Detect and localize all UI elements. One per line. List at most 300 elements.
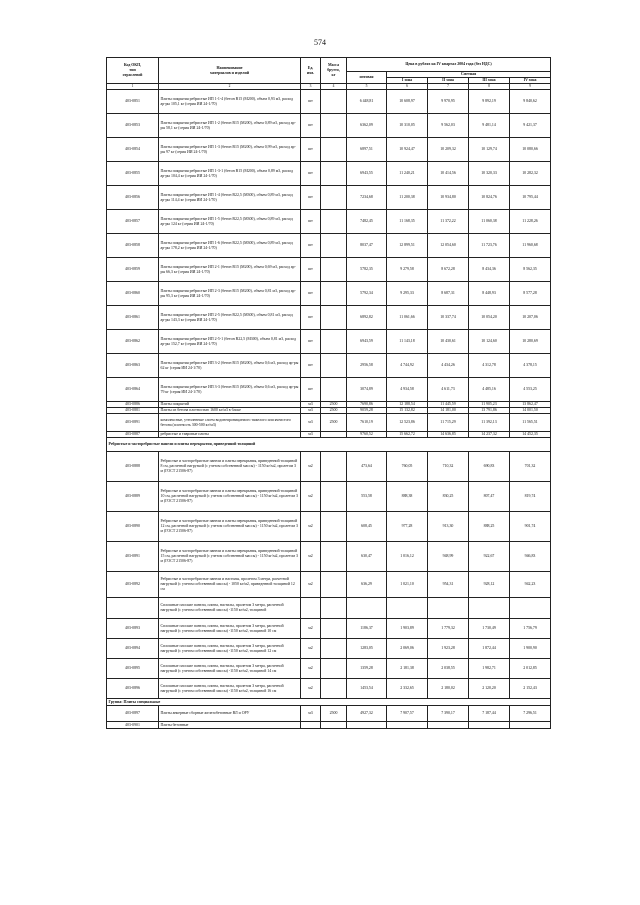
row-unit: м2	[301, 619, 321, 639]
row-code: 403-0895	[107, 659, 159, 679]
row-wholesale-price: 608,45	[347, 512, 387, 542]
row-zone-1-price: 4 744,92	[387, 354, 428, 378]
row-zone-4-price: 10 282,32	[510, 162, 551, 186]
table-row	[107, 282, 551, 306]
row-unit: шт	[301, 282, 321, 306]
row-mass	[321, 659, 347, 679]
row-name: Ребристые и часторебристые панели и плиты перекрытия, приведенной толщиной 15 см, расчетной нагрузкой (с учетом собственной массы) - 1150 кг/м2, пролетом 3 м (ГОСТ 21506-87)	[159, 542, 301, 572]
row-wholesale-price: 6943,55	[347, 162, 387, 186]
row-code: 403-0864	[107, 378, 159, 402]
row-mass	[321, 114, 347, 138]
row-zone-1-price: 11 240,21	[387, 162, 428, 186]
table-body	[107, 90, 551, 729]
header-unit: Ед. изм.	[301, 58, 321, 84]
row-unit: шт	[301, 186, 321, 210]
col-number: 5	[347, 84, 387, 90]
row-name: Сплошные плоские панели, плиты, настилы, пролетом 3 метра, расчетной нагрузкой (с учетом собственной массы) -1150 кг/м2, толщиной	[159, 598, 301, 619]
row-name: Плиты покрытия ребристые ИП 3-2 (бетон В15 (М200), объем 0,6 м3, расход ар-ры 62 кг (серия ИИ 24-1/70)	[159, 354, 301, 378]
row-wholesale-price: 630,47	[347, 542, 387, 572]
row-zone-1-price	[387, 722, 428, 729]
row-code: 403-0892	[107, 572, 159, 598]
row-zone-3-price: 11 723,76	[469, 234, 510, 258]
row-mass	[321, 90, 347, 114]
row-code: 403-0891	[107, 414, 159, 432]
row-zone-4-price: 11 960,68	[510, 234, 551, 258]
row-mass: 2500	[321, 414, 347, 432]
row-zone-3-price: 1 730,49	[469, 619, 510, 639]
row-mass	[321, 482, 347, 512]
row-code: 403-0854	[107, 138, 159, 162]
row-zone-2-price: 710,32	[428, 452, 469, 482]
row-zone-3-price: 10 824,76	[469, 186, 510, 210]
table-row	[107, 186, 551, 210]
row-zone-3-price: 4 485,16	[469, 378, 510, 402]
table-row	[107, 659, 551, 679]
row-code: 403-0893	[107, 619, 159, 639]
row-wholesale-price: 1359,28	[347, 659, 387, 679]
row-code: 403-0860	[107, 282, 159, 306]
row-zone-4-price: 901,74	[510, 512, 551, 542]
row-zone-4-price: 10 795,44	[510, 186, 551, 210]
row-zone-4-price: 701,32	[510, 452, 551, 482]
row-name: Ребристые и часторебристые панели и плиты перекрытия, приведенной толщиной 10 см, расчетной нагрузкой (с учетом собственной массы) - 1150 кг/м2, пролетом 3 м (ГОСТ 21506-87)	[159, 482, 301, 512]
row-wholesale-price: 1186,37	[347, 619, 387, 639]
row-zone-1-price: 4 934,58	[387, 378, 428, 402]
col-number: 6	[387, 84, 428, 90]
row-zone-2-price: 10 337,74	[428, 306, 469, 330]
row-zone-1-price: 9 279,58	[387, 258, 428, 282]
row-zone-4-price: 2 152,43	[510, 679, 551, 699]
row-wholesale-price: 7690,86	[347, 402, 387, 408]
page-number: 574	[314, 38, 326, 47]
row-mass	[321, 619, 347, 639]
table-row	[107, 482, 551, 512]
row-name: Плиты покрытия ребристые ИП 2-3 (бетон В15 (М200), объем 0,81 м3, расход ар-ры 95,3 кг (серия ИИ 24-1/70)	[159, 282, 301, 306]
row-unit: м2	[301, 482, 321, 512]
row-zone-3-price: 11 060,38	[469, 210, 510, 234]
row-zone-3-price: 14 237,32	[469, 432, 510, 438]
row-name: Плиты из бетона плотностью 1600 кг/м3 в блоке	[159, 408, 301, 414]
table-row	[107, 722, 551, 729]
row-zone-4-price: 14 001,50	[510, 408, 551, 414]
row-zone-3-price: 9 892,19	[469, 90, 510, 114]
row-wholesale-price: 6943,59	[347, 330, 387, 354]
row-zone-4-price: 10 080,66	[510, 138, 551, 162]
table-row	[107, 598, 551, 619]
row-zone-2-price: 10 430,61	[428, 330, 469, 354]
col-number: 4	[321, 84, 347, 90]
row-zone-1-price	[387, 598, 428, 619]
row-name: Ребристые и часторебристые панели и настилы, пролетом 3 метра, расчетной нагрузкой (с учетом собственной массы) - 1050 кг/м2, приведенной толщиной 12 см	[159, 572, 301, 598]
row-zone-1-price: 11 061,66	[387, 306, 428, 330]
row-name: Плиты покрытия ребристые ИП 1-6 (бетон В22,5 (М300), объем 0,89 м3, расход ар-ры 178,2 кг (серия ИИ 24-1/70)	[159, 234, 301, 258]
table-row	[107, 378, 551, 402]
row-zone-4-price: 2 012,85	[510, 659, 551, 679]
row-zone-2-price: 9 970,95	[428, 90, 469, 114]
table-row	[107, 210, 551, 234]
row-name: Сплошные плоские панели, плиты, настилы, пролетом 3 метра, расчетной нагрузкой (с учетом собственной массы) -1150 кг/м2, толщиной 14 см	[159, 659, 301, 679]
table-row	[107, 706, 551, 722]
row-zone-1-price: 10 310,05	[387, 114, 428, 138]
table-row	[107, 639, 551, 659]
row-unit: м2	[301, 452, 321, 482]
row-unit: шт	[301, 162, 321, 186]
row-zone-2-price: 954,31	[428, 572, 469, 598]
col-number: 3	[301, 84, 321, 90]
row-wholesale-price: 4927,32	[347, 706, 387, 722]
row-name: Плиты покрытия ребристые ИП 2-1 (бетон В15 (М200), объем 0,69 м3, расход ар-ры 66,3 кг (серия ИИ 24-1/70)	[159, 258, 301, 282]
row-unit	[301, 598, 321, 619]
row-zone-4-price	[510, 598, 551, 619]
row-zone-1-price: 760,05	[387, 452, 428, 482]
row-code: 403-0881	[107, 408, 159, 414]
row-mass	[321, 210, 347, 234]
row-mass	[321, 722, 347, 729]
row-zone-3-price: 2 120,20	[469, 679, 510, 699]
row-mass	[321, 282, 347, 306]
row-zone-3-price: 1 982,71	[469, 659, 510, 679]
header-zone-1: I зона	[387, 78, 428, 84]
row-wholesale-price	[347, 598, 387, 619]
row-mass	[321, 679, 347, 699]
row-code: 403-0863	[107, 354, 159, 378]
row-code: 403-0859	[107, 258, 159, 282]
row-name: Плиты покрытия ребристые ИП 1-2 (бетон В15 (М200), объем 0,89 м3, расход ар-ры 58,1 кг (серия ИИ 24-1/70)	[159, 114, 301, 138]
col-number: 8	[469, 84, 510, 90]
header-estimate: Сметная	[387, 72, 551, 78]
row-unit: м2	[301, 512, 321, 542]
row-zone-2-price: 8 672,28	[428, 258, 469, 282]
row-unit: м2	[301, 572, 321, 598]
row-name: Плиты покрытия ребристые ИП 1-3-1 (бетон В15 (М200), объем 0,89 м3, расход ар-ры 104,4 кг (серия ИИ 24-1/70)	[159, 162, 301, 186]
row-name: Плиты покрытия ребристые ИП 1-5 (бетон В22,5 (М300), объем 0,89 м3, расход ар-ры 124 кг (серия ИИ 24-1/70)	[159, 210, 301, 234]
row-mass: 2500	[321, 408, 347, 414]
row-unit: шт	[301, 330, 321, 354]
row-unit: м3	[301, 706, 321, 722]
row-zone-3-price	[469, 722, 510, 729]
row-unit: м2	[301, 659, 321, 679]
table-row	[107, 234, 551, 258]
row-mass: 2500	[321, 402, 347, 408]
row-code: 403-0887	[107, 432, 159, 438]
row-zone-1-price: 1 903,89	[387, 619, 428, 639]
row-mass	[321, 234, 347, 258]
table-row	[107, 354, 551, 378]
row-name: Ребристые и часторебристые панели и плиты перекрытия, приведенной толщиной 12 см, расчетной нагрузкой (с учетом собственной массы) - 1150 кг/м2, пролетом 3 м (ГОСТ 21506-87)	[159, 512, 301, 542]
table-row	[107, 572, 551, 598]
row-name: Плиты покрытия ребристые ИП 1-4 (бетон В22,5 (М300), объем 0,89 м3, расход ар-ры 114,4 кг (серия ИИ 24-1/70)	[159, 186, 301, 210]
row-unit: шт	[301, 306, 321, 330]
row-zone-2-price: 1 923,28	[428, 639, 469, 659]
header-price: Цена в рублях на IV квартал 2004 года (без НДС)	[347, 58, 551, 72]
row-wholesale-price: 553,58	[347, 482, 387, 512]
table-row	[107, 306, 551, 330]
row-zone-1-price: 7 907,57	[387, 706, 428, 722]
row-unit: шт	[301, 258, 321, 282]
row-wholesale-price: 636,29	[347, 572, 387, 598]
row-zone-4-price: 10 207,06	[510, 306, 551, 330]
row-zone-2-price: 14 181,00	[428, 408, 469, 414]
row-wholesale-price: 6 448,81	[347, 90, 387, 114]
row-unit: м3	[301, 432, 321, 438]
row-wholesale-price: 7610,19	[347, 414, 387, 432]
row-wholesale-price: 5782,35	[347, 258, 387, 282]
row-unit: шт	[301, 114, 321, 138]
col-number: 7	[428, 84, 469, 90]
row-zone-3-price	[469, 598, 510, 619]
row-name: Плиты покрытия ребристые ИП 2-5-1 (бетон В22,5 (М300), объем 0,81 м3, расход ар-ры 152,7 кг (серия ИИ 24-1/70)	[159, 330, 301, 354]
row-zone-2-price: 913,30	[428, 512, 469, 542]
row-zone-1-price: 1 016,12	[387, 542, 428, 572]
row-zone-3-price: 11 905,23	[469, 402, 510, 408]
row-zone-4-price: 11 228,26	[510, 210, 551, 234]
row-zone-4-price: 946,83	[510, 542, 551, 572]
row-code: 403-0856	[107, 186, 159, 210]
row-code: 403-0888	[107, 452, 159, 482]
row-mass	[321, 512, 347, 542]
row-zone-2-price: 10 414,56	[428, 162, 469, 186]
row-mass	[321, 542, 347, 572]
row-zone-1-price: 12 523,86	[387, 414, 428, 432]
row-code: 403-0890	[107, 512, 159, 542]
row-zone-3-price: 690,83	[469, 452, 510, 482]
header-zone-3: III зона	[469, 78, 510, 84]
row-zone-3-price: 10 129,74	[469, 138, 510, 162]
row-unit: м2	[301, 679, 321, 699]
row-zone-1-price: 2 069,06	[387, 639, 428, 659]
table-row	[107, 512, 551, 542]
row-zone-3-price: 4 312,78	[469, 354, 510, 378]
row-zone-4-price: 11 565,51	[510, 414, 551, 432]
header-name: Наименование материалов и изделий	[159, 58, 301, 84]
row-zone-4-price: 819,74	[510, 482, 551, 512]
row-wholesale-price: 9059,28	[347, 408, 387, 414]
table-row	[107, 542, 551, 572]
row-zone-4-price: 8 577,28	[510, 282, 551, 306]
row-code: 403-0896	[107, 679, 159, 699]
row-zone-1-price: 9 295,33	[387, 282, 428, 306]
row-wholesale-price: 1453,54	[347, 679, 387, 699]
row-zone-2-price: 4 611,73	[428, 378, 469, 402]
row-zone-2-price: 4 434,26	[428, 354, 469, 378]
row-name: комплексные, утепленные слоем водонепроницаемого тяжелого или ячеистого бетона (плотность 300-500 кг/м3)	[159, 414, 301, 432]
header-zone-2: II зона	[428, 78, 469, 84]
row-zone-3-price: 922,67	[469, 542, 510, 572]
table-row	[107, 452, 551, 482]
row-zone-2-price: 10 934,80	[428, 186, 469, 210]
row-zone-3-price: 928,12	[469, 572, 510, 598]
row-zone-2-price: 12 054,60	[428, 234, 469, 258]
row-zone-3-price: 7 187,44	[469, 706, 510, 722]
row-unit: м2	[301, 542, 321, 572]
header-mass: Масса брутто, кг	[321, 58, 347, 84]
row-name: Сплошные плоские панели, плиты, настилы, пролетом 3 метра, расчетной нагрузкой (с учетом собственной массы) -1150 кг/м2, толщиной 10 см	[159, 619, 301, 639]
row-zone-1-price: 888,38	[387, 482, 428, 512]
row-zone-2-price	[428, 722, 469, 729]
row-name: Плиты покрытия ребристые ИП 1-3 (бетон В15 (М200), объем 0,99 м3, расход ар-ры 97 кг (серия ИИ 24-1/70)	[159, 138, 301, 162]
row-code: 403-0861	[107, 306, 159, 330]
table-row	[107, 162, 551, 186]
row-mass	[321, 452, 347, 482]
row-wholesale-price: 1283,05	[347, 639, 387, 659]
row-wholesale-price: 9760,52	[347, 432, 387, 438]
row-code: 403-0855	[107, 162, 159, 186]
row-code: 403-0858	[107, 234, 159, 258]
header-code: Код ОКП, тип отраслевой	[107, 58, 159, 84]
row-unit: м2	[301, 639, 321, 659]
table-row	[107, 619, 551, 639]
row-zone-4-price: 942,23	[510, 572, 551, 598]
row-zone-1-price: 2 332,65	[387, 679, 428, 699]
row-mass	[321, 378, 347, 402]
row-code: 403-0889	[107, 482, 159, 512]
row-unit: шт	[301, 378, 321, 402]
row-mass: 2500	[321, 706, 347, 722]
row-name: Плиты покрытия ребристые ИП 1-1-4 (бетон В15 (М200), объем 0,93 м3, расход ар-ры 105,1 кг (серия ИИ 24-1/70)	[159, 90, 301, 114]
col-number: 9	[510, 84, 551, 90]
row-name: Сплошные плоские панели, плиты, настилы, пролетом 3 метра, расчетной нагрузкой (с учетом собственной массы) -1150 кг/м2, толщиной 12 см	[159, 639, 301, 659]
row-zone-1-price: 12 899,51	[387, 234, 428, 258]
table-row	[107, 90, 551, 114]
row-name: Ребристые и часторебристые панели и плиты перекрытия, приведенной толщиной 8 см, расчетной нагрузкой (с учетом собственной массы) - 1150 кг/м2, пролетом 3 м (ГОСТ 21506-87)	[159, 452, 301, 482]
row-zone-3-price: 11 392,13	[469, 414, 510, 432]
table-row	[107, 414, 551, 432]
row-zone-1-price: 15 662,72	[387, 432, 428, 438]
row-zone-4-price: 4 553,25	[510, 378, 551, 402]
row-zone-4-price: 9 840,62	[510, 90, 551, 114]
row-code: 403-0851	[107, 90, 159, 114]
row-unit: м3	[301, 408, 321, 414]
row-mass	[321, 330, 347, 354]
group-title: Ребристые и часторебристые панели и плиты перекрытия, приведенной толщиной	[107, 438, 551, 452]
row-code: 403-0891	[107, 542, 159, 572]
row-zone-3-price: 8 434,36	[469, 258, 510, 282]
price-table	[106, 57, 551, 729]
row-wholesale-price: 8037,47	[347, 234, 387, 258]
group-row	[107, 438, 551, 452]
row-code: 403-0853	[107, 114, 159, 138]
row-zone-4-price: 1 756,79	[510, 619, 551, 639]
header-zone-4: IV зона	[510, 78, 551, 84]
row-zone-2-price: 10 209,32	[428, 138, 469, 162]
row-unit: шт	[301, 138, 321, 162]
row-wholesale-price: 7234,68	[347, 186, 387, 210]
row-unit: м3	[301, 414, 321, 432]
group-title: Группа: Плиты специальные	[107, 699, 551, 706]
row-mass	[321, 306, 347, 330]
row-code: 403-0862	[107, 330, 159, 354]
col-number: 2	[159, 84, 301, 90]
row-zone-2-price: 948,99	[428, 542, 469, 572]
row-zone-4-price: 10 280,69	[510, 330, 551, 354]
row-name: Плиты бетонные	[159, 722, 301, 729]
row-wholesale-price: 6362,09	[347, 114, 387, 138]
row-zone-2-price: 7 390,17	[428, 706, 469, 722]
row-mass	[321, 639, 347, 659]
row-mass	[321, 598, 347, 619]
row-unit: шт	[301, 90, 321, 114]
row-mass	[321, 162, 347, 186]
row-zone-1-price: 10 608,97	[387, 90, 428, 114]
row-zone-3-price: 888,25	[469, 512, 510, 542]
row-zone-4-price: 1 900,90	[510, 639, 551, 659]
row-zone-4-price: 4 378,15	[510, 354, 551, 378]
row-wholesale-price: 6897,51	[347, 138, 387, 162]
table-row	[107, 330, 551, 354]
row-zone-2-price: 11 372,22	[428, 210, 469, 234]
table-row	[107, 114, 551, 138]
row-name: ребристые и тавровые плиты	[159, 432, 301, 438]
row-wholesale-price: 473,64	[347, 452, 387, 482]
row-code: 403-0897	[107, 706, 159, 722]
row-name: Плиты анкерные сборные железобетонные ВЛ и ОРУ	[159, 706, 301, 722]
row-unit: м3	[301, 402, 321, 408]
row-zone-3-price: 10 320,33	[469, 162, 510, 186]
row-zone-1-price: 11 168,35	[387, 210, 428, 234]
row-zone-1-price: 11 200,38	[387, 186, 428, 210]
row-zone-1-price: 15 132,82	[387, 408, 428, 414]
row-zone-4-price: 7 296,51	[510, 706, 551, 722]
row-name: Сплошные плоские панели, плиты, настилы, пролетом 3 метра, расчетной нагрузкой (с учетом собственной массы) -1150 кг/м2, толщиной 16 см	[159, 679, 301, 699]
row-mass	[321, 354, 347, 378]
row-zone-1-price: 977,28	[387, 512, 428, 542]
row-unit: шт	[301, 210, 321, 234]
row-zone-3-price: 1 872,44	[469, 639, 510, 659]
row-zone-1-price: 11 143,18	[387, 330, 428, 354]
row-name: Плиты покрытия ребристые ИП 2-5 (бетон В22,5 (М300), объем 0,81 м3, расход ар-ры 143,3 кг (серия ИИ 24-1/70)	[159, 306, 301, 330]
row-zone-3-price: 807,47	[469, 482, 510, 512]
col-number: 1	[107, 84, 159, 90]
table-row	[107, 258, 551, 282]
row-zone-2-price: 2 180,02	[428, 679, 469, 699]
row-wholesale-price: 7482,45	[347, 210, 387, 234]
row-unit: шт	[301, 234, 321, 258]
row-zone-1-price: 2 181,38	[387, 659, 428, 679]
row-mass	[321, 186, 347, 210]
row-code	[107, 598, 159, 619]
row-zone-3-price: 9 481,14	[469, 114, 510, 138]
row-wholesale-price: 5792,34	[347, 282, 387, 306]
row-wholesale-price: 3074,89	[347, 378, 387, 402]
row-wholesale-price	[347, 722, 387, 729]
row-name: Плиты покрытий	[159, 402, 301, 408]
row-code: 403-0857	[107, 210, 159, 234]
row-unit	[301, 722, 321, 729]
row-mass	[321, 258, 347, 282]
row-zone-3-price: 8 448,93	[469, 282, 510, 306]
row-code: 403-0894	[107, 639, 159, 659]
row-zone-2-price	[428, 598, 469, 619]
row-wholesale-price: 2956,58	[347, 354, 387, 378]
row-mass	[321, 138, 347, 162]
row-zone-2-price: 11 715,29	[428, 414, 469, 432]
row-zone-3-price: 13 791,86	[469, 408, 510, 414]
table-row	[107, 679, 551, 699]
row-mass	[321, 572, 347, 598]
row-zone-4-price	[510, 722, 551, 729]
row-zone-2-price: 9 562,03	[428, 114, 469, 138]
row-zone-2-price: 14 636,85	[428, 432, 469, 438]
row-code: 403-0901	[107, 722, 159, 729]
row-wholesale-price: 6892,82	[347, 306, 387, 330]
row-zone-3-price: 10 124,60	[469, 330, 510, 354]
row-name: Плиты покрытия ребристые ИП 3-3 (бетон В15 (М200), объем 0,6 м3, расход ар-ры 79 кг (серия ИИ 24-1/70)	[159, 378, 301, 402]
row-zone-4-price: 14 452,35	[510, 432, 551, 438]
row-unit: шт	[301, 354, 321, 378]
row-zone-1-price: 10 924,47	[387, 138, 428, 162]
row-zone-3-price: 10 054,20	[469, 306, 510, 330]
row-zone-2-price: 1 779,32	[428, 619, 469, 639]
